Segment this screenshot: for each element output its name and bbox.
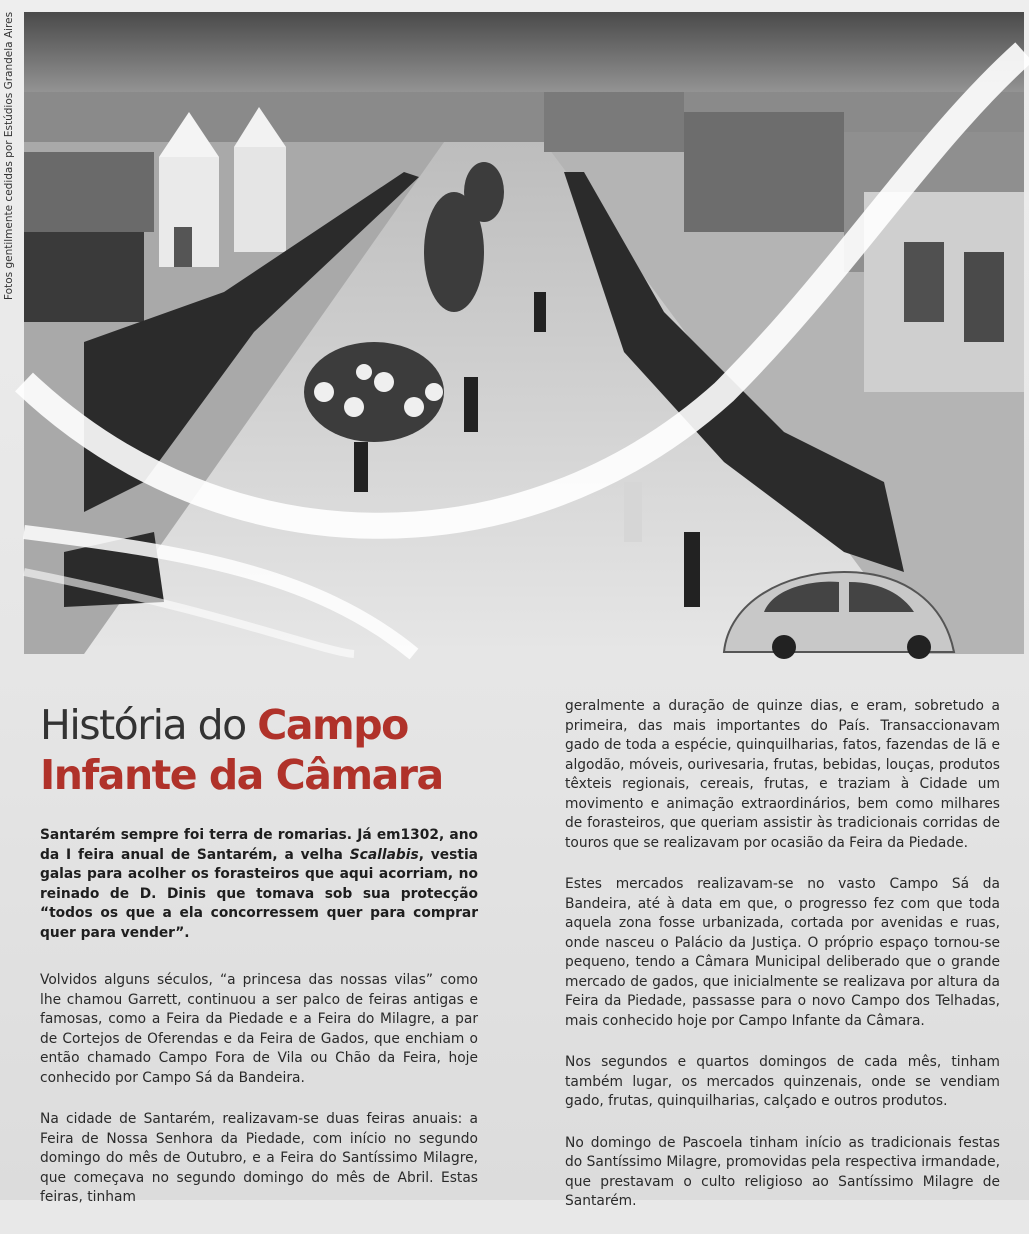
left-column — [40, 826, 478, 1230]
paragraph: No domingo de Pascoela tinham início as tradicionais festas do Santíssimo Milagre, promovidas pela respectiva irmandade, que prestavam o culto religioso ao Santíssimo Milagre de Santarém. — [565, 1134, 1000, 1209]
title-accent-2: Infante da Câmara — [40, 751, 443, 799]
article-title — [40, 700, 500, 800]
paragraph: Estes mercados realizavam-se no vasto Campo Sá da Bandeira, até à data em que, o progresso fez com que toda aquela zona fosse urbanizada, cortada por avenidas e ruas, onde nasceu o Palácio da Justiça. O próprio espaço tornou-se pequeno, tendo a Câmara Municipal deliberado que o grande mercado de gados, que inicialmente se realizava por altura da Feira da Piedade, passasse para o novo Campo dos Telhadas, mais conhecido hoje por Campo Infante da Câmara. — [565, 876, 1000, 1029]
title-plain: História do — [40, 701, 258, 749]
parade-photo-illustration — [24, 12, 1024, 654]
sky — [24, 12, 1024, 102]
right-column — [565, 697, 1000, 1234]
lead-paragraph — [40, 826, 478, 943]
lead-text-1: Santarém sempre foi terra de romarias. Já em1302, ano da I feira anual de Santarém, a velha — [40, 827, 478, 863]
lead-text-2: , vestia galas para acolher os forasteiros que aqui acorriam, no reinado de D. Dinis que tomava sob sua protecção “todos os que a ela concorressem quer para comprar quer para vender”. — [40, 846, 478, 941]
title-accent-1: Campo — [257, 701, 408, 749]
historical-photo — [24, 12, 1024, 654]
lead-italic: Scallabis — [349, 846, 419, 863]
paragraph: Na cidade de Santarém, realizavam-se duas feiras anuais: a Feira de Nossa Senhora da Piedade, com início no segundo domingo do mês de Outubro, e a Feira do Santíssimo Milagre, que começava no segundo domingo do mês de Abril. Estas feiras, tinham — [40, 1111, 478, 1205]
paragraph: Volvidos alguns séculos, “a princesa das nossas vilas” como lhe chamou Garrett, continuou a ser palco de feiras antigas e famosas, como a Feira da Piedade e a Feira do Milagre, a par de Cortejos de Oferendas e da Feira de Gados, que enchiam o então chamado Campo Fora de Vila ou Chão da Feira, hoje conhecido por Campo Sá da Bandeira. — [40, 972, 478, 1086]
paragraph: Nos segundos e quartos domingos de cada mês, tinham também lugar, os mercados quinzenais, onde se vendiam gado, frutas, quinquilharias, calçado e outros produtos. — [565, 1054, 1000, 1109]
paragraph: geralmente a duração de quinze dias, e eram, sobretudo a primeira, das mais importantes do País. Transaccionavam gado de toda a espécie, quinquilharias, fatos, fazendas de lã e algodão, móveis, ourivesaria, frutas, bebidas, louças, produtos têxteis regionais, cereais, frutas, e traziam à Cidade um movimento e animação extraordinários, bem como milhares de forasteiros, que queriam assistir às tradicionais corridas de touros que se realizavam por ocasião da Feira da Piedade. — [565, 698, 1000, 851]
photo-credit: Fotos gentilmente cedidas por Estúdios Grandela Aires — [3, 11, 15, 300]
